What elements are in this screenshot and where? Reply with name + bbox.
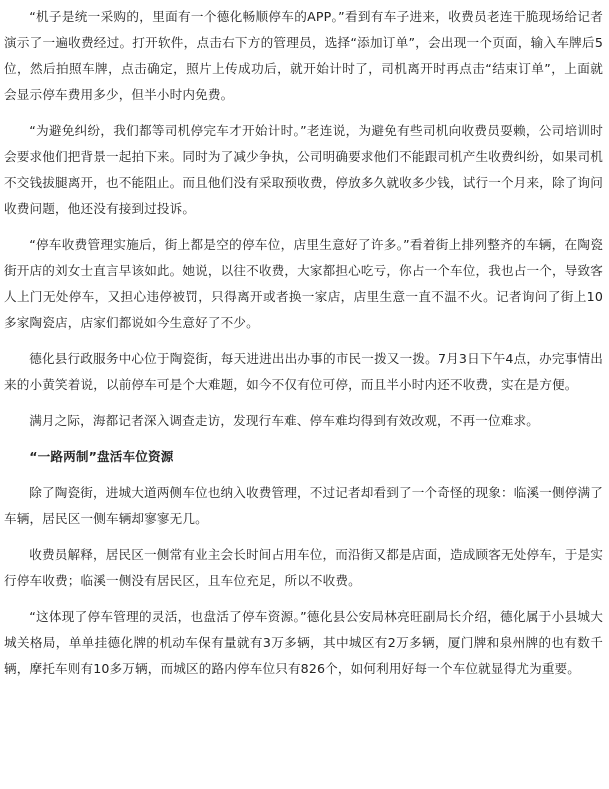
paragraph-collector-explains: 收费员解释，居民区一侧常有业主会长时间占用车位，而沿街又都是店面，造成顾客无处停车，于是实行停车收费；临溪一侧没有居民区，且车位充足，所以不收费。: [4, 547, 603, 588]
paragraph-shop-owner: “停车收费管理实施后，街上都是空的停车位，店里生意好了许多。”看着街上排列整齐的车辆，在陶瓷街开店的刘女士直言早该如此。她说，以往不收费，大家都担心吃亏，你占一个车位，我也占一个，导致客人上门无处停车，又担心违停被罚，只得离开或者换一家店，店里生意一直不温不火。记者询问了街上10多家陶瓷店，店家们都说如今生意好了不少。: [4, 237, 603, 330]
paragraph-app-demo: “机子是统一采购的，里面有一个德化畅顺停车的APP。”看到有车子进来，收费员老连干脆现场给记者演示了一遍收费经过。打开软件，点击右下方的管理员，选择“添加订单”，会出现一个页面，输入车牌后5位，然后拍照车牌，点击确定，照片上传成功后，就开始计时了，司机离开时再点击“结束订单”，上面就会显示停车费用多少，但半小时内免费。: [4, 9, 603, 102]
paragraph-road-two-sides: 除了陶瓷街，进城大道两侧车位也纳入收费管理，不过记者却看到了一个奇怪的现象：临溪一侧停满了车辆，居民区一侧车辆却寥寥无几。: [4, 485, 603, 526]
paragraph-police-official: “这体现了停车管理的灵活，也盘活了停车资源。”德化县公安局林亮旺副局长介绍，德化属于小县城大城关格局，单单挂德化牌的机动车保有量就有3万多辆，其中城区有2万多辆，厦门牌和泉州牌的也有数千辆，摩托车则有10多万辆，而城区的路内停车位只有826个，如何利用好每一个车位就显得尤为重要。: [4, 609, 603, 676]
paragraph-investigation: 满月之际，海都记者深入调查走访，发现行车难、停车难均得到有效改观，不再一位难求。: [29, 413, 539, 428]
section-heading: “一路两制”盘活车位资源: [29, 449, 174, 464]
paragraph-avoid-disputes: “为避免纠纷，我们都等司机停完车才开始计时。”老连说，为避免有些司机向收费员耍赖，公司培训时会要求他们把背景一起拍下来。同时为了减少争执，公司明确要求他们不能跟司机产生收费纠纷，如果司机不交钱拔腿离开，也不能阻止。而且他们没有采取预收费，停放多久就收多少钱，试行一个月来，除了询问收费问题，他还没有接到过投诉。: [4, 123, 603, 216]
paragraph-service-center: 德化县行政服务中心位于陶瓷街，每天进进出出办事的市民一拨又一拨。7月3日下午4点，办完事情出来的小黄笑着说，以前停车可是个大难题，如今不仅有位可停，而且半小时内还不收费，实在是方便。: [4, 351, 603, 392]
